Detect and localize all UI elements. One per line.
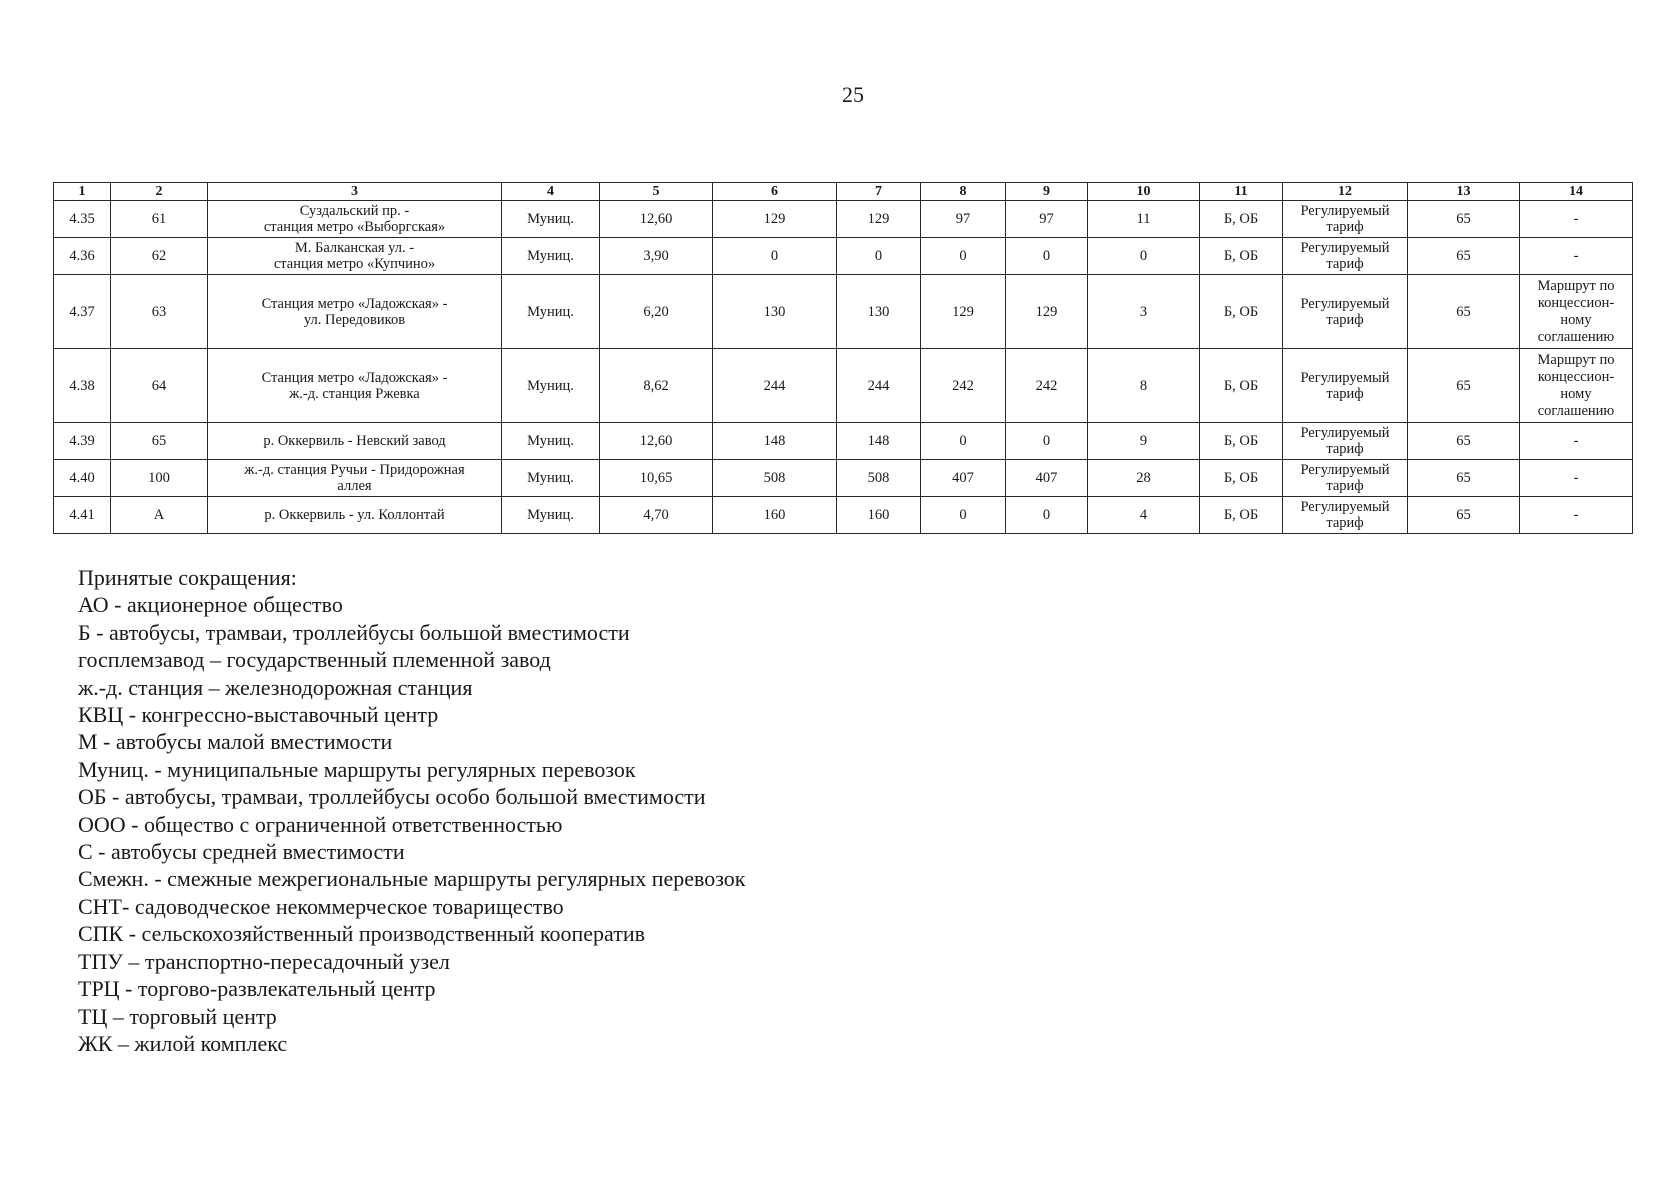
abbreviations-block <box>78 564 746 1057</box>
table-cell: р. Оккервиль - ул. Коллонтай <box>208 497 502 534</box>
abbreviation-item: госплемзавод – государственный племенной завод <box>78 647 551 673</box>
header-cell: 5 <box>600 183 713 201</box>
table-cell: 160 <box>837 497 921 534</box>
table-cell: Регулируемый тариф <box>1283 238 1408 275</box>
table-cell: 508 <box>713 460 837 497</box>
table-cell: 0 <box>1006 497 1088 534</box>
table-row <box>54 497 1633 534</box>
table-cell: Суздальский пр. - станция метро «Выборгская» <box>208 201 502 238</box>
table-cell: 4.40 <box>54 460 111 497</box>
table-cell: Муниц. <box>502 349 600 423</box>
table-cell: 160 <box>713 497 837 534</box>
table-row <box>54 238 1633 275</box>
table-cell: Станция метро «Ладожская» - ж.-д. станция Ржевка <box>208 349 502 423</box>
table-cell: 407 <box>921 460 1006 497</box>
header-cell: 14 <box>1520 183 1633 201</box>
table-cell: Муниц. <box>502 497 600 534</box>
table-cell: 4,70 <box>600 497 713 534</box>
table-cell: ж.-д. станция Ручьи - Придорожная аллея <box>208 460 502 497</box>
table-cell: 12,60 <box>600 423 713 460</box>
table-cell: 65 <box>1408 238 1520 275</box>
abbreviation-item: Смежн. - смежные межрегиональные маршруты регулярных перевозок <box>78 866 746 892</box>
table-cell: 0 <box>1006 238 1088 275</box>
table-cell: 8 <box>1088 349 1200 423</box>
header-cell: 10 <box>1088 183 1200 201</box>
table-cell: 0 <box>921 497 1006 534</box>
table-row <box>54 423 1633 460</box>
table-cell: 130 <box>837 275 921 349</box>
table-cell: 63 <box>111 275 208 349</box>
table-cell: Муниц. <box>502 275 600 349</box>
table-cell: 9 <box>1088 423 1200 460</box>
table-cell: 4.37 <box>54 275 111 349</box>
table-cell: 0 <box>921 423 1006 460</box>
abbreviation-item: ТРЦ - торгово-развлекательный центр <box>78 976 436 1002</box>
table-row <box>54 275 1633 349</box>
table-cell: Регулируемый тариф <box>1283 275 1408 349</box>
abbreviation-item: С - автобусы средней вместимости <box>78 839 405 865</box>
abbreviation-item: ЖК – жилой комплекс <box>78 1030 288 1056</box>
header-cell: 11 <box>1200 183 1283 201</box>
abbreviation-item: Б - автобусы, трамваи, троллейбусы большой вместимости <box>78 619 630 645</box>
table-cell: Муниц. <box>502 201 600 238</box>
abbreviation-item: ТЦ – торговый центр <box>78 1003 277 1029</box>
table-cell: Регулируемый тариф <box>1283 497 1408 534</box>
table-row <box>54 201 1633 238</box>
table-cell: 407 <box>1006 460 1088 497</box>
table-cell: 12,60 <box>600 201 713 238</box>
table-cell: Маршрут по концессион- ному соглашению <box>1520 275 1633 349</box>
table-cell: 242 <box>1006 349 1088 423</box>
header-cell: 4 <box>502 183 600 201</box>
table-cell: 65 <box>111 423 208 460</box>
header-cell: 13 <box>1408 183 1520 201</box>
table-cell: 244 <box>837 349 921 423</box>
abbreviation-item: Муниц. - муниципальные маршруты регулярных перевозок <box>78 756 636 782</box>
table-cell: 129 <box>921 275 1006 349</box>
table-cell: р. Оккервиль - Невский завод <box>208 423 502 460</box>
abbreviation-item: М - автобусы малой вместимости <box>78 729 393 755</box>
table-cell: 129 <box>837 201 921 238</box>
abbreviation-item: ОБ - автобусы, трамваи, троллейбусы особо большой вместимости <box>78 784 706 810</box>
table-cell: - <box>1520 238 1633 275</box>
table-body <box>54 201 1633 534</box>
routes-table <box>53 182 1633 534</box>
abbreviation-item: АО - акционерное общество <box>78 592 343 618</box>
header-cell: 1 <box>54 183 111 201</box>
table-header-row <box>54 183 1633 201</box>
abbreviations-list <box>78 591 746 1057</box>
table-cell: Регулируемый тариф <box>1283 460 1408 497</box>
table-cell: 129 <box>713 201 837 238</box>
table-cell: 28 <box>1088 460 1200 497</box>
table-cell: 65 <box>1408 460 1520 497</box>
table-cell: 508 <box>837 460 921 497</box>
header-cell: 12 <box>1283 183 1408 201</box>
table-cell: М. Балканская ул. - станция метро «Купчино» <box>208 238 502 275</box>
table-cell: 6,20 <box>600 275 713 349</box>
table-cell: 8,62 <box>600 349 713 423</box>
table-cell: Б, ОБ <box>1200 497 1283 534</box>
abbreviation-item: ООО - общество с ограниченной ответственностью <box>78 811 563 837</box>
table-cell: 3,90 <box>600 238 713 275</box>
table-cell: 11 <box>1088 201 1200 238</box>
table-cell: 97 <box>1006 201 1088 238</box>
table-cell: Б, ОБ <box>1200 460 1283 497</box>
table-cell: 244 <box>713 349 837 423</box>
header-cell: 9 <box>1006 183 1088 201</box>
table-cell: 242 <box>921 349 1006 423</box>
header-cell: 2 <box>111 183 208 201</box>
table-cell: Б, ОБ <box>1200 275 1283 349</box>
table-cell: 10,65 <box>600 460 713 497</box>
abbreviation-item: КВЦ - конгрессно-выставочный центр <box>78 702 439 728</box>
table-cell: 4.41 <box>54 497 111 534</box>
table-row <box>54 460 1633 497</box>
table-cell: - <box>1520 497 1633 534</box>
table-cell: Б, ОБ <box>1200 238 1283 275</box>
abbreviation-item: СНТ- садоводческое некоммерческое товарищество <box>78 893 564 919</box>
table-cell: 100 <box>111 460 208 497</box>
table-cell: Муниц. <box>502 423 600 460</box>
table-cell: - <box>1520 460 1633 497</box>
table-cell: 62 <box>111 238 208 275</box>
table-cell: 4.39 <box>54 423 111 460</box>
table-cell: А <box>111 497 208 534</box>
table-cell: 65 <box>1408 497 1520 534</box>
table-cell: 61 <box>111 201 208 238</box>
table-cell: Б, ОБ <box>1200 349 1283 423</box>
table-cell: 65 <box>1408 201 1520 238</box>
header-cell: 8 <box>921 183 1006 201</box>
table-cell: Регулируемый тариф <box>1283 349 1408 423</box>
abbreviation-item: ТПУ – транспортно-пересадочный узел <box>78 948 450 974</box>
table-cell: Б, ОБ <box>1200 201 1283 238</box>
table-cell: 97 <box>921 201 1006 238</box>
table-cell: 65 <box>1408 275 1520 349</box>
abbreviation-item: СПК - сельскохозяйственный производственный кооператив <box>78 921 646 947</box>
table-cell: 64 <box>111 349 208 423</box>
table-cell: 4.35 <box>54 201 111 238</box>
table-cell: 4.36 <box>54 238 111 275</box>
table-cell: 148 <box>837 423 921 460</box>
page-number: 25 <box>842 82 864 107</box>
table-cell: Регулируемый тариф <box>1283 423 1408 460</box>
abbreviations-heading: Принятые сокращения: <box>78 565 297 590</box>
table-row <box>54 349 1633 423</box>
header-cell: 3 <box>208 183 502 201</box>
table-cell: Муниц. <box>502 460 600 497</box>
header-cell: 6 <box>713 183 837 201</box>
table-cell: 0 <box>713 238 837 275</box>
table-cell: Б, ОБ <box>1200 423 1283 460</box>
table-cell: - <box>1520 201 1633 238</box>
table-cell: Маршрут по концессион- ному соглашению <box>1520 349 1633 423</box>
table-cell: 0 <box>1006 423 1088 460</box>
table-cell: 0 <box>1088 238 1200 275</box>
table-cell: 0 <box>837 238 921 275</box>
table-cell: 0 <box>921 238 1006 275</box>
table-cell: 129 <box>1006 275 1088 349</box>
table-cell: 4 <box>1088 497 1200 534</box>
table-cell: 65 <box>1408 349 1520 423</box>
table-cell: Регулируемый тариф <box>1283 201 1408 238</box>
table-cell: Муниц. <box>502 238 600 275</box>
table-cell: 130 <box>713 275 837 349</box>
table-cell: 3 <box>1088 275 1200 349</box>
abbreviation-item: ж.-д. станция – железнодорожная станция <box>78 674 473 700</box>
table-cell: - <box>1520 423 1633 460</box>
table-cell: 148 <box>713 423 837 460</box>
header-cell: 7 <box>837 183 921 201</box>
table-cell: 65 <box>1408 423 1520 460</box>
table-cell: 4.38 <box>54 349 111 423</box>
table-cell: Станция метро «Ладожская» - ул. Передовиков <box>208 275 502 349</box>
